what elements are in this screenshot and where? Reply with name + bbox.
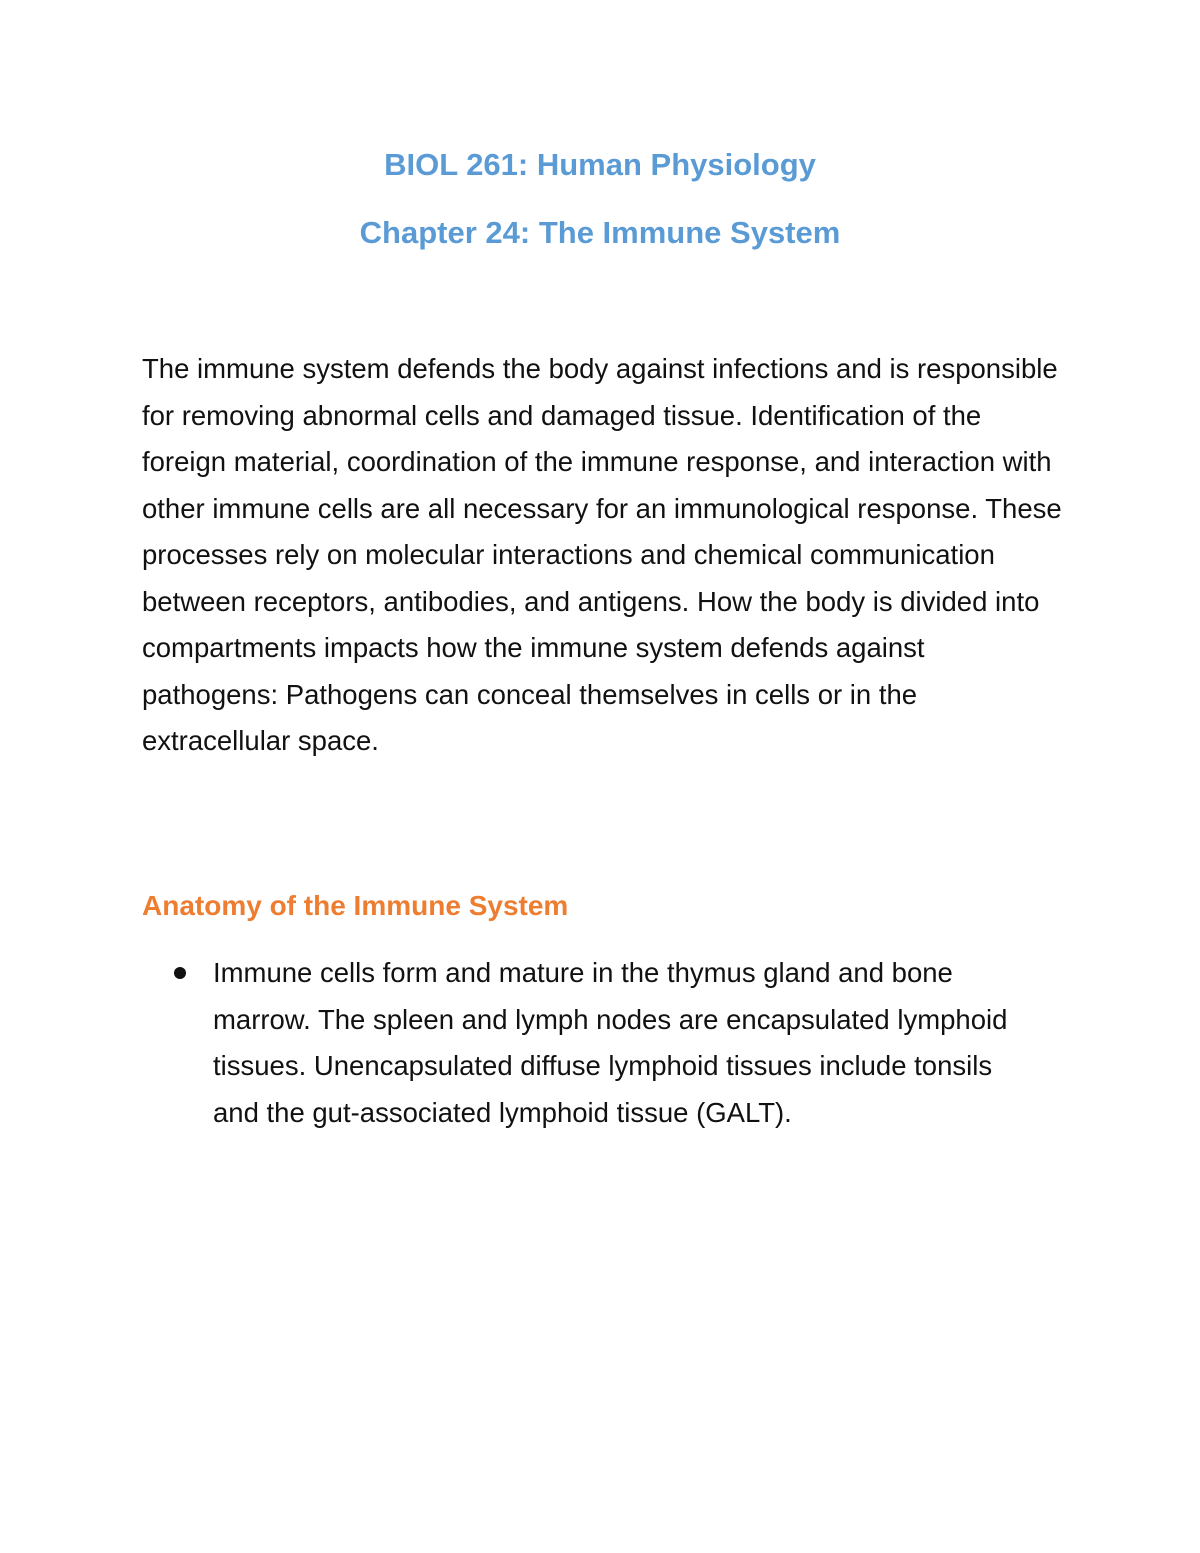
list-item	[142, 950, 1042, 1136]
bullet-list	[142, 950, 1042, 1136]
chapter-title: Chapter 24: The Immune System	[359, 215, 841, 250]
intro-paragraph: The immune system defends the body against infections and is responsible for removing abnormal cells and damaged tissue. Identification of the foreign material, coordination of the immune response, and interaction with other immune cells are all necessary for an immunological response. These processes rely on molecular interactions and chemical communication between receptors, antibodies, and antigens. How the body is divided into compartments impacts how the immune system defends against pathogens: Pathogens can conceal themselves in cells or in the extracellular space.	[142, 353, 1062, 756]
bullet-dot-icon	[174, 967, 186, 979]
course-title: BIOL 261: Human Physiology	[384, 147, 816, 182]
bullet-text: Immune cells form and mature in the thymus gland and bone marrow. The spleen and lymph nodes are encapsulated lymphoid tissues. Unencapsulated diffuse lymphoid tissues include tonsils and the gut-associated lymphoid tissue (GALT).	[213, 957, 1008, 1128]
section-heading-anatomy: Anatomy of the Immune System	[142, 890, 569, 921]
